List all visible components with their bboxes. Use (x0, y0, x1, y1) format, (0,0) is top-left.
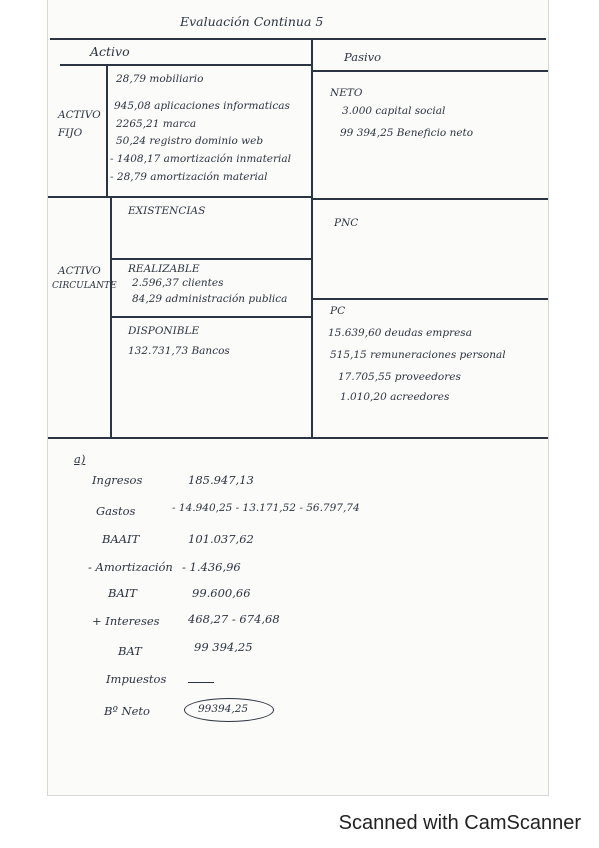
existencias-label: EXISTENCIAS (128, 205, 206, 217)
grid-neto-bottom (312, 198, 548, 200)
grid-header-line-activo (60, 64, 312, 66)
disponible-label: DISPONIBLE (128, 325, 200, 337)
results-section-label: a) (74, 452, 86, 466)
result-label: BAT (118, 644, 142, 658)
result-value: - 1.436,96 (182, 560, 241, 574)
result-value: 101.037,62 (188, 532, 254, 546)
activo-fijo-item: 945,08 aplicaciones informaticas (114, 100, 290, 112)
activo-fijo-item: - 1408,17 amortización inmaterial (110, 153, 291, 165)
realizable-item: 2.596,37 clientes (132, 277, 224, 289)
grid-fijo-left-vertical (106, 64, 108, 196)
disponible-item: 132.731,73 Bancos (128, 345, 230, 357)
grid-existencias-bottom (110, 258, 312, 260)
grid-pnc-bottom (312, 298, 548, 300)
activo-fijo-item: 2265,21 marca (116, 118, 197, 130)
scanner-watermark: Scanned with CamScanner (338, 812, 581, 834)
result-value: 99.600,66 (192, 586, 251, 600)
pnc-label: PNC (334, 217, 359, 229)
pc-item: 1.010,20 acreedores (340, 391, 450, 403)
pc-item: 17.705,55 proveedores (338, 371, 461, 383)
pc-label: PC (330, 305, 346, 317)
scanned-page (48, 0, 548, 795)
impuestos-dash (188, 682, 214, 683)
grid-fijo-bottom (48, 196, 312, 198)
result-label: Bº Neto (104, 704, 150, 718)
page-title: Evaluación Continua 5 (180, 14, 324, 29)
activo-fijo-label-2: FIJO (58, 127, 83, 139)
result-value: 468,27 - 674,68 (188, 612, 280, 626)
pasivo-header: Pasivo (344, 50, 382, 64)
realizable-label: REALIZABLE (128, 263, 200, 275)
result-label: - Amortización (88, 560, 173, 574)
result-label: BAAIT (102, 532, 140, 546)
activo-fijo-label: ACTIVO (58, 109, 101, 121)
grid-realizable-bottom (110, 316, 312, 318)
grid-center-vertical (311, 38, 313, 438)
realizable-item: 84,29 administración publica (132, 293, 288, 305)
neto-label: NETO (330, 87, 363, 99)
activo-fijo-item: 28,79 mobiliario (116, 73, 204, 85)
activo-fijo-item: - 28,79 amortización material (110, 171, 268, 183)
pc-item: 515,15 remuneraciones personal (330, 349, 506, 361)
grid-top-line (50, 38, 546, 40)
grid-header-line-pasivo (312, 70, 548, 72)
result-label: BAIT (108, 586, 137, 600)
activo-header: Activo (90, 44, 130, 59)
result-label: Impuestos (106, 672, 167, 686)
result-label: Gastos (96, 504, 136, 518)
result-value: 99394,25 (198, 703, 249, 715)
neto-item: 3.000 capital social (342, 105, 446, 117)
result-label: Ingresos (92, 473, 143, 487)
activo-circulante-label-2: CIRCULANTE (52, 281, 117, 291)
result-value: 185.947,13 (188, 473, 254, 487)
result-value: 99 394,25 (194, 640, 253, 654)
grid-table-bottom (48, 437, 548, 439)
activo-fijo-item: 50,24 registro dominio web (116, 135, 264, 147)
activo-circulante-label: ACTIVO (58, 265, 101, 277)
result-value: - 14.940,25 - 13.171,52 - 56.797,74 (172, 502, 360, 514)
pc-item: 15.639,60 deudas empresa (328, 327, 472, 339)
neto-item: 99 394,25 Beneficio neto (340, 127, 474, 139)
result-label: + Intereses (92, 614, 160, 628)
